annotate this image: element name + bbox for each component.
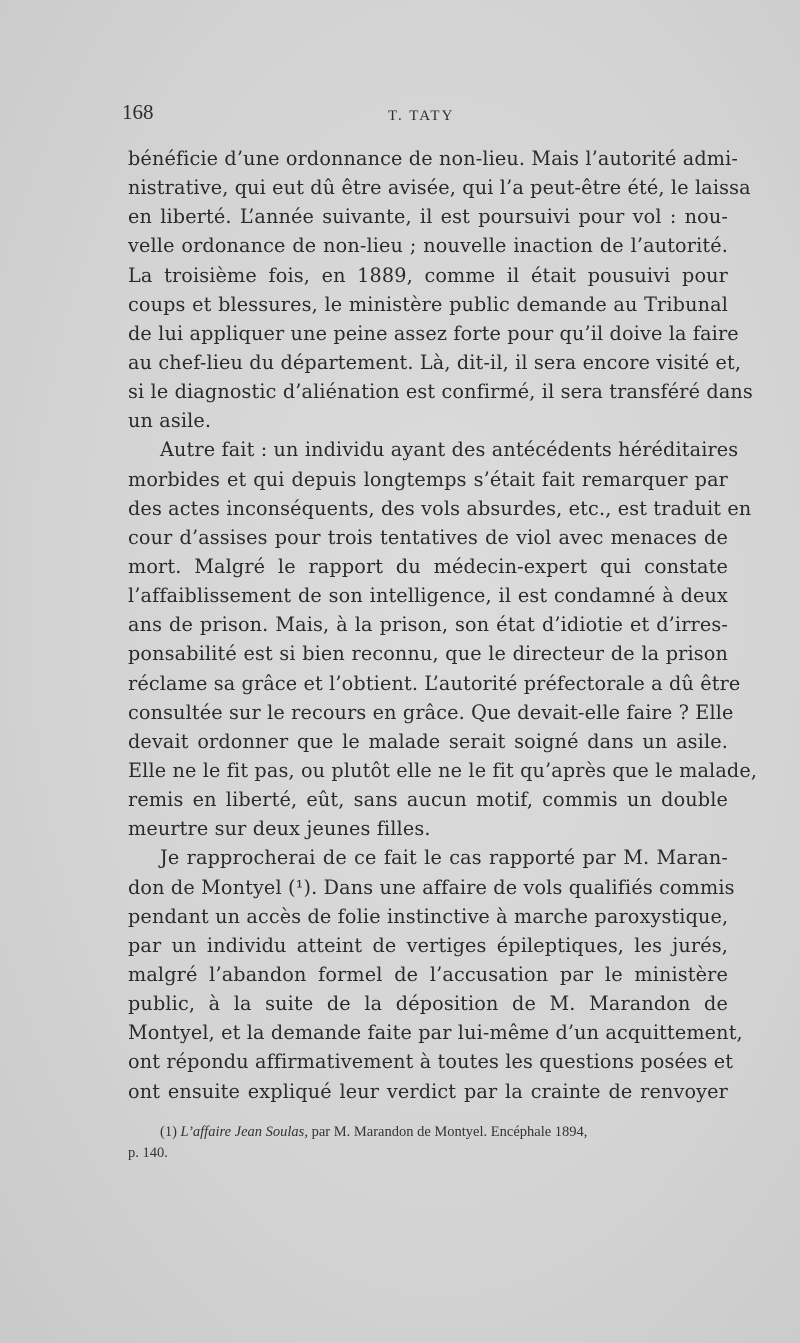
footnote-line-1 xyxy=(128,1122,728,1143)
text-line: par un individu atteint de vertiges épileptiques, les jurés, xyxy=(128,933,728,957)
text-line: consultée sur le recours en grâce. Que devait-elle faire ? Elle xyxy=(128,700,734,724)
text-line: mort. Malgré le rapport du médecin-expert qui constate xyxy=(128,554,728,578)
text-line: réclame sa grâce et l’obtient. L’autorité préfectorale a dû être xyxy=(128,671,741,695)
text-line: en liberté. L’année suivante, il est poursuivi pour vol : nou- xyxy=(128,205,728,229)
text-line: morbides et qui depuis longtemps s’était fait remarquer par xyxy=(128,467,728,491)
text-line: meurtre sur deux jeunes filles. xyxy=(128,817,431,841)
text-line: public, à la suite de la déposition de M. Marandon de xyxy=(128,992,728,1016)
text-line: cour d’assises pour trois tentatives de viol avec menaces de xyxy=(128,525,728,549)
footnote-title: L’affaire Jean Soulas, xyxy=(180,1124,308,1140)
text-line: des actes inconséquents, des vols absurdes, etc., est traduit en xyxy=(128,496,752,520)
text-line: ponsabilité est si bien reconnu, que le directeur de la prison xyxy=(128,642,728,666)
text-line: ont ensuite expliqué leur verdict par la crainte de renvoyer xyxy=(128,1079,728,1103)
text-line: ont répondu affirmativement à toutes les questions posées et xyxy=(128,1050,734,1074)
footnote-marker: (1) xyxy=(160,1124,177,1140)
text-line: pendant un accès de folie instinctive à marche paroxystique, xyxy=(128,904,729,928)
footnote-line-2: p. 140. xyxy=(128,1145,168,1161)
text-line: coups et blessures, le ministère public demande au Tribunal xyxy=(128,292,728,316)
text-line: ans de prison. Mais, à la prison, son état d’idiotie et d’irres- xyxy=(128,613,728,637)
text-line: remis en liberté, eût, sans aucun motif, commis un double xyxy=(128,788,728,812)
page-number: 168 xyxy=(122,100,154,124)
body-text xyxy=(128,144,758,1106)
text-line: un asile. xyxy=(128,409,212,433)
text-line: de lui appliquer une peine assez forte pour qu’il doive la faire xyxy=(128,321,739,345)
text-line: malgré l’abandon formel de l’accusation par le ministère xyxy=(128,962,728,986)
text-line: bénéficie d’une ordonnance de non-lieu. Mais l’autorité admi- xyxy=(128,147,739,170)
text-line: l’affaiblissement de son intelligence, il est condamné à deux xyxy=(128,584,728,608)
text-line: La troisième fois, en 1889, comme il était pousuivi pour xyxy=(128,263,728,287)
text-line: Montyel, et la demande faite par lui-même d’un acquittement, xyxy=(128,1021,743,1045)
running-head xyxy=(118,100,728,130)
text-line: nistrative, qui eut dû être avisée, qui l’a peut-être été, le laissa xyxy=(128,176,751,200)
text-line: Elle ne le fit pas, ou plutôt elle ne le fit qu’après que le malade, xyxy=(128,758,758,782)
footnote xyxy=(128,1122,728,1164)
text-line: don de Montyel (¹). Dans une affaire de vols qualifiés commis xyxy=(128,875,735,899)
text-line: devait ordonner que le malade serait soigné dans un asile. xyxy=(128,729,728,753)
text-line: Autre fait : un individu ayant des antécédents héréditaires xyxy=(160,438,739,462)
text-line: velle ordonance de non-lieu ; nouvelle inaction de l’autorité. xyxy=(128,234,728,258)
footnote-citation: par M. Marandon de Montyel. Encéphale 1894, xyxy=(311,1124,588,1140)
text-line: Je rapprocherai de ce fait le cas rapporté par M. Maran- xyxy=(160,846,728,870)
text-line: si le diagnostic d’aliénation est confirmé, il sera transféré dans xyxy=(128,380,753,404)
text-line: au chef-lieu du département. Là, dit-il, il sera encore visité et, xyxy=(128,350,742,374)
running-title: T. TATY xyxy=(388,108,455,124)
